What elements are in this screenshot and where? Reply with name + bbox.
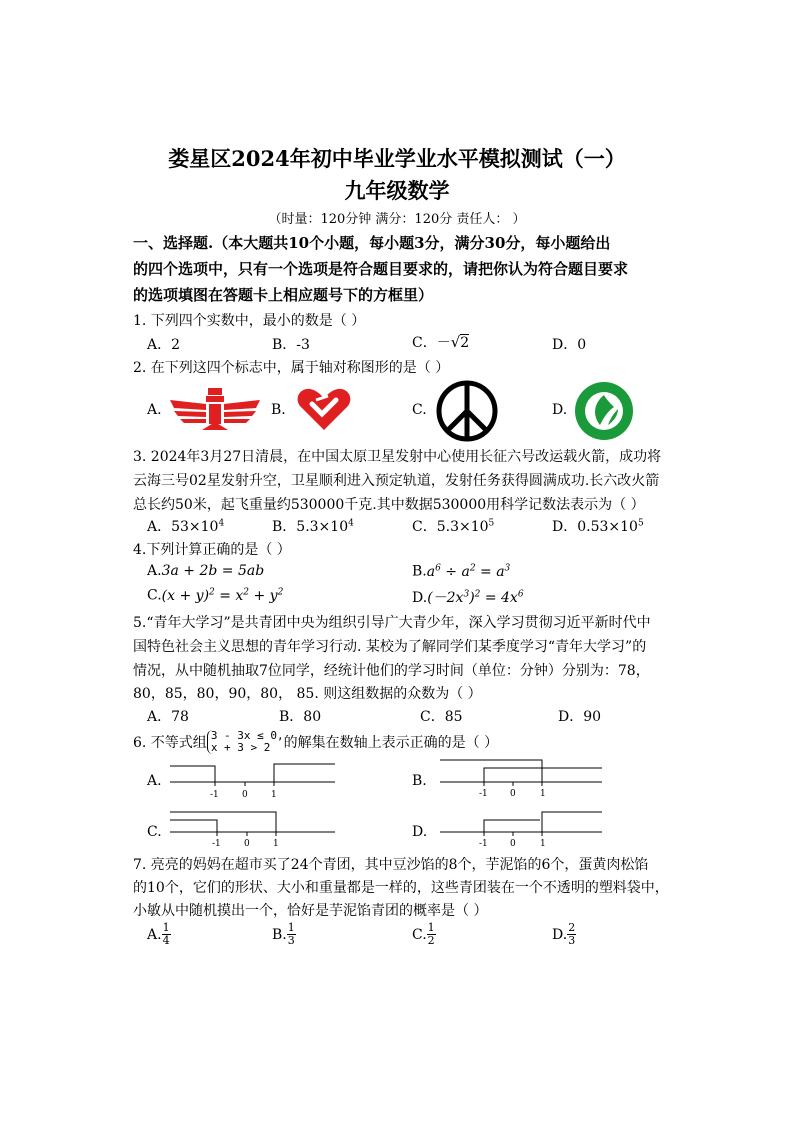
q4-c-a: (x + y): [161, 587, 210, 604]
q1-option-b: B．-3: [272, 337, 310, 353]
q1-option-d: D．0: [552, 337, 587, 353]
q4-d-b: ): [469, 590, 475, 606]
section-heading-line2: 的四个选项中，只有一个选项是符合题目要求的，请把你认为符合题目要求: [133, 260, 629, 278]
q1-option-c: [412, 332, 469, 352]
numerator: 2: [568, 921, 576, 934]
q5-option-d: D．90: [558, 709, 602, 725]
q4-d-a: (－2x: [427, 590, 464, 606]
q4-d-exp1: 3: [463, 589, 470, 600]
tick-label: 0: [244, 839, 250, 849]
tick-label: 1: [273, 839, 279, 849]
q6-stem-suffix: 的解集在数轴上表示正确的是（ ）: [283, 735, 499, 751]
q6-number-line-a: [170, 760, 340, 800]
q1-stem: 1. 下列四个实数中，最小的数是（ ）: [133, 313, 366, 329]
q3-line1: 3. 2024年3月27日清晨，在中国太原卫星发射中心使用长征六号改运载火箭，成功将: [133, 449, 662, 465]
numerator: 1: [427, 921, 435, 934]
q4-b-exp2: 2: [469, 563, 476, 573]
tick-label: 1: [540, 789, 546, 799]
q6-option-a-label: A.: [147, 773, 162, 789]
denominator: 2: [427, 934, 435, 947]
exam-meta: （时量：120分钟 满分：120分 责任人： ）: [268, 212, 526, 227]
q7-option-d-label: D.: [552, 926, 568, 943]
tick-label: 1: [540, 839, 546, 849]
q4-b-mid2: = a: [475, 563, 505, 580]
q3-option-d: [552, 516, 644, 536]
q6-ineq-1: 3 - 3x ≤ 0,: [210, 729, 284, 742]
tick-label: 0: [510, 839, 516, 849]
q4-option-b-label: B.: [412, 563, 427, 580]
fraction: [567, 922, 576, 947]
q3-option-a-exp: 4: [218, 518, 225, 529]
q5-option-b: B．80: [279, 709, 322, 725]
q3-option-b-text: B．5.3×10: [272, 519, 349, 535]
eagle-logo-icon: [170, 386, 260, 431]
denominator: 4: [162, 934, 170, 947]
q5-line1: 5.“青年大学习”是共青团中央为组织引导广大青少年，深入学习贯彻习近平新时代中: [133, 615, 651, 631]
denominator: 3: [287, 934, 295, 947]
q4-d-c: = 4x: [480, 590, 518, 606]
q5-line2: 国特色社会主义思想的青年学习行动. 某校为了解同学们某季度学习“青年大学习”的: [133, 639, 647, 655]
q1-option-a: A．2: [147, 337, 181, 353]
q4-option-c: [147, 587, 283, 604]
fraction: [162, 922, 171, 947]
tick-label: -1: [210, 790, 219, 800]
q6-number-line-d: [440, 808, 610, 848]
q7-line2: 的10个，它们的形状、大小和重量都是一样的，这些青团装在一个不透明的塑料袋中，: [133, 880, 669, 896]
q4-stem: 4.下列计算正确的是（ ）: [133, 542, 291, 558]
q4-c-b: = x: [214, 587, 244, 604]
q2-option-a-label: A.: [147, 402, 162, 418]
q4-b-exp1: 6: [435, 563, 441, 573]
fraction: [287, 922, 296, 947]
section-heading-line3: 的选项填图在答题卡上相应题号下的方框里）: [133, 286, 434, 304]
denominator: 3: [568, 934, 576, 947]
section-heading-line1: 一、选择题.（本大题共10个小题，每小题3分，满分30分，每小题给出: [133, 234, 611, 252]
numerator: 1: [162, 921, 170, 934]
exam-title: 娄星区2024年初中毕业学业水平模拟测试（一）: [168, 146, 626, 171]
q4-b-base: a: [426, 563, 436, 580]
q7-option-c-label: C.: [412, 926, 427, 943]
q4-option-a: [147, 563, 264, 579]
q6-stem: [133, 730, 498, 754]
q2-option-c-label: C.: [412, 402, 427, 418]
q7-option-b: [272, 922, 296, 947]
tick-label: 0: [242, 790, 248, 800]
q2-option-d-label: D.: [552, 402, 568, 418]
tick-label: -1: [212, 839, 221, 849]
q2-option-b-label: B.: [271, 402, 286, 418]
q4-option-b: [412, 563, 510, 580]
q4-c-exp2: 2: [243, 587, 250, 597]
q6-option-b-label: B.: [412, 773, 427, 789]
q7-option-a: [147, 922, 171, 947]
q1-option-c-prefix: C．－: [412, 335, 451, 351]
q6-option-c-label: C.: [147, 824, 162, 840]
heart-hand-logo-icon: [296, 386, 352, 432]
q6-number-line-b: [440, 758, 610, 798]
q6-ineq-2: x + 3 > 2: [210, 741, 271, 754]
q6-number-line-c: [170, 808, 340, 848]
q7-option-c: [412, 922, 436, 947]
tick-label: 0: [510, 789, 516, 799]
q2-stem: 2. 在下列这四个标志中，属于轴对称图形的是（ ）: [133, 360, 450, 376]
fraction: [427, 922, 436, 947]
q4-c-c: + y: [249, 587, 278, 604]
q4-c-exp3: 2: [277, 587, 284, 597]
q7-option-a-label: A.: [147, 926, 162, 943]
q7-line1: 7. 亮亮的妈妈在超市买了24个青团，其中豆沙馅的8个，芋泥馅的6个，蛋黄肉松馅: [133, 857, 649, 873]
numerator: 1: [287, 921, 295, 934]
q3-option-b: [272, 516, 354, 536]
q4-option-c-label: C.: [147, 587, 162, 604]
q3-option-a-text: A．53×10: [147, 519, 219, 535]
q4-d-exp2: 2: [474, 589, 481, 600]
tick-label: -1: [479, 839, 488, 849]
q4-b-mid: ÷ a: [440, 563, 470, 580]
q5-line4: 80，85，80，90，80， 85. 则这组数据的众数为（ ）: [133, 686, 482, 702]
q3-option-d-exp: 5: [637, 518, 644, 529]
q5-line3: 情况，从中随机抽取7位同学，经统计他们的学习时间（单位：分钟）分别为：78，: [133, 663, 650, 679]
q4-option-d: [412, 587, 524, 607]
q3-option-a: [147, 516, 224, 536]
q3-option-c-text: C．5.3×10: [412, 519, 489, 535]
sqrt-symbol: √: [450, 333, 461, 351]
q7-option-d: [552, 922, 576, 947]
q4-d-exp3: 6: [517, 589, 524, 600]
peace-sign-logo-icon: [436, 380, 498, 442]
exam-subtitle: 九年级数学: [344, 178, 450, 203]
q6-inequality-system: [207, 730, 284, 754]
tick-label: -1: [479, 789, 488, 799]
q4-c-exp1: 2: [209, 587, 215, 597]
q5-option-c: C．85: [420, 709, 463, 725]
q3-option-b-exp: 4: [348, 518, 354, 529]
q7-option-b-label: B.: [272, 926, 287, 943]
q7-line3: 小敏从中随机摸出一个，恰好是芋泥馅青团的概率是（ ）: [133, 903, 488, 919]
q3-option-d-text: D．0.53×10: [552, 519, 638, 535]
q5-option-a: A．78: [147, 709, 189, 725]
q4-option-d-label: D.: [412, 590, 428, 606]
green-leaf-logo-icon: [574, 381, 634, 441]
q3-option-c: [412, 516, 494, 536]
q4-b-exp3: 3: [504, 563, 511, 573]
q3-option-c-exp: 5: [488, 518, 495, 529]
q6-option-d-label: D.: [412, 824, 428, 840]
q4-option-a-label: A.: [147, 563, 162, 579]
tick-label: 1: [271, 790, 277, 800]
q6-stem-prefix: 6. 不等式组: [133, 735, 207, 751]
q4-option-a-expr: 3a + 2b = 5ab: [161, 563, 265, 579]
q1-option-c-radicand: 2: [460, 335, 470, 351]
q3-line3: 总长约50米，起飞重量约530000千克.其中数据530000用科学记数法表示为（ ）: [133, 497, 645, 513]
q3-line2: 云海三号02星发射升空，卫星顺利进入预定轨道，发射任务获得圆满成功.长六改火箭: [133, 473, 660, 489]
